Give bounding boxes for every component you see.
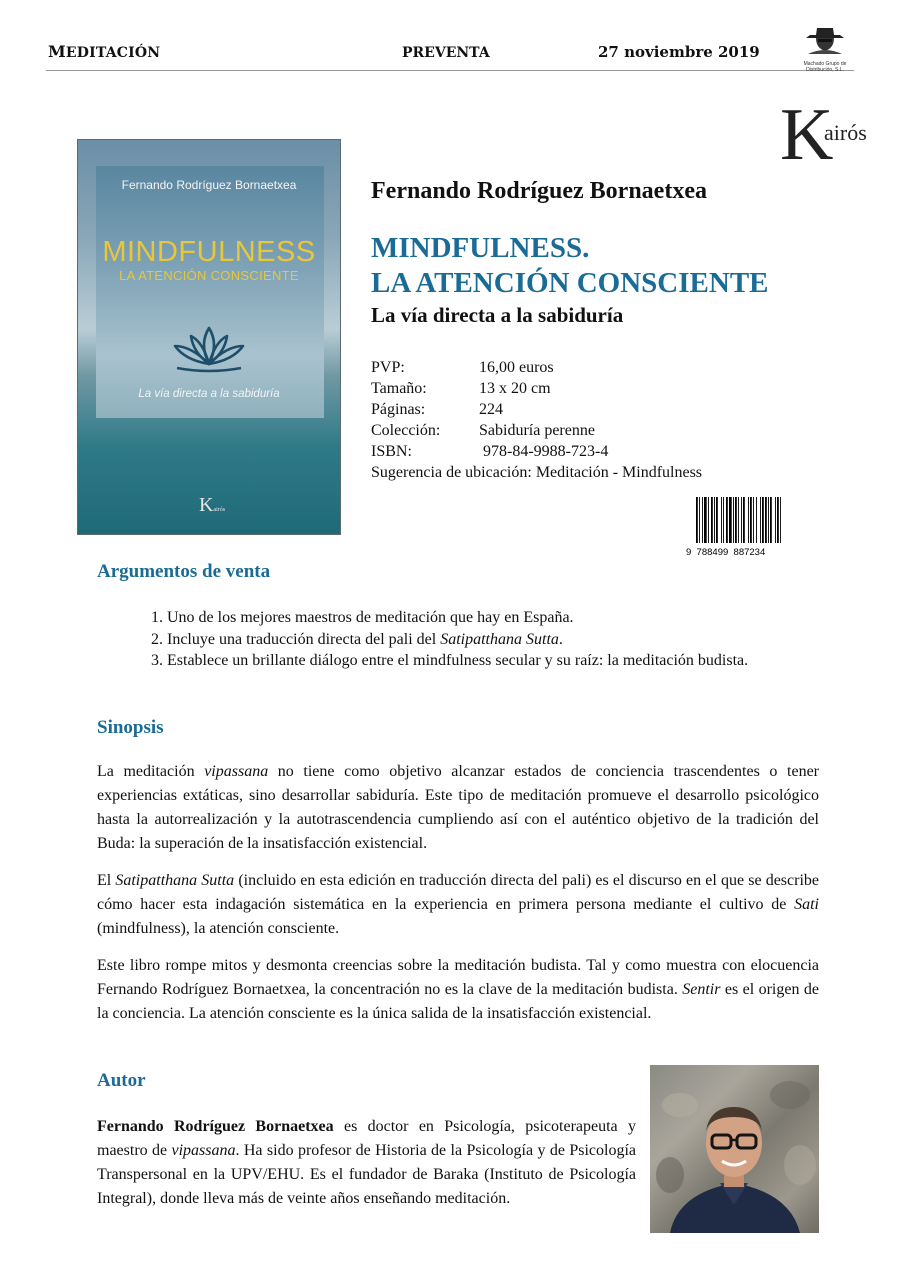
barcode-bar bbox=[714, 497, 715, 543]
barcode-bar bbox=[741, 497, 742, 543]
header-divider bbox=[46, 70, 854, 71]
barcode-bar bbox=[738, 497, 739, 543]
barcode-bar bbox=[775, 497, 776, 543]
section-label: MEDITACIÓN bbox=[48, 42, 161, 61]
book-subtitle: La vía directa a la sabiduría bbox=[371, 303, 624, 327]
barcode-bar bbox=[765, 497, 767, 543]
cover-subtitle: La vía directa a la sabiduría bbox=[138, 388, 280, 400]
isbn-barcode bbox=[686, 497, 812, 559]
barcode-bar bbox=[704, 497, 707, 543]
barcode-bar bbox=[696, 497, 698, 543]
barcode-bar bbox=[780, 497, 781, 543]
book-specs bbox=[371, 357, 702, 483]
barcode-bar bbox=[708, 497, 709, 543]
presale-label: PREVENTA bbox=[402, 45, 490, 61]
cover-publisher-logo: Kairós bbox=[199, 494, 226, 516]
barcode-bar bbox=[721, 497, 722, 543]
author-heading: Autor bbox=[97, 1070, 146, 1091]
hat-man-icon bbox=[800, 26, 850, 56]
spec-row: ISBN: 978-84-9988-723-4 bbox=[371, 443, 609, 460]
barcode-bar bbox=[711, 497, 713, 543]
barcode-bar bbox=[699, 497, 700, 543]
barcode-bar bbox=[753, 497, 754, 543]
barcode-bar bbox=[762, 497, 764, 543]
barcode-bar bbox=[756, 497, 757, 543]
distributor-caption: Machado Grupo de Distribución, S.L. bbox=[803, 61, 847, 73]
cover-title-line2: LA ATENCIÓN CONSCIENTE bbox=[119, 268, 299, 283]
spec-row: Páginas: 224 bbox=[371, 401, 503, 418]
list-item: 1. Uno de los mejores maestros de meditación que hay en España. bbox=[151, 609, 574, 626]
barcode-bar bbox=[702, 497, 703, 543]
barcode-bar bbox=[735, 497, 737, 543]
barcode-bar bbox=[777, 497, 779, 543]
cover-panel bbox=[96, 166, 324, 418]
sales-arguments-list bbox=[151, 607, 804, 672]
list-item: 2. Incluye una traducción directa del pali del Satipatthana Sutta. bbox=[151, 630, 563, 648]
barcode-bar bbox=[716, 497, 718, 543]
distributor-logo bbox=[792, 26, 858, 73]
synopsis-paragraph: El Satipatthana Sutta (incluido en esta edición en traducción directa del pali) es el discurso en el que se describe cómo hacer esta indagación sistemática en la experiencia en primera persona mediante el cultivo de Sati (mindfulness), la atención consciente. bbox=[97, 872, 819, 937]
lotus-icon bbox=[169, 324, 249, 376]
author-bio: Fernando Rodríguez Bornaetxea es doctor en Psicología, psicoterapeuta y maestro de vipassana. Ha sido profesor de Historia de la Psicología y de Psicología Transpersonal en la UPV/EHU. Es el fundador de Baraka (Instituto de Psicología Integral), donde lleva más de veinte años enseñando meditación. bbox=[97, 1118, 636, 1207]
shelf-suggestion: Sugerencia de ubicación: Meditación - Mindfulness bbox=[371, 464, 703, 481]
cover-title: MINDFULNESS bbox=[102, 236, 316, 268]
cover-author: Fernando Rodríguez Bornaetxea bbox=[121, 178, 297, 192]
barcode-bar bbox=[770, 497, 772, 543]
spec-row: Tamaño: 13 x 20 cm bbox=[371, 380, 551, 397]
list-item: 3. Establece un brillante diálogo entre el mindfulness secular y su raíz: la meditación budista. bbox=[151, 652, 749, 669]
author-photo bbox=[650, 1065, 819, 1233]
sales-arguments-heading: Argumentos de venta bbox=[97, 561, 271, 582]
barcode-bar bbox=[750, 497, 752, 543]
barcode-bar bbox=[723, 497, 724, 543]
spec-row: PVP: 16,00 euros bbox=[371, 359, 554, 376]
release-date: 27 noviembre 2019 bbox=[598, 43, 760, 61]
barcode-bar bbox=[726, 497, 728, 543]
book-author: Fernando Rodríguez Bornaetxea bbox=[371, 178, 707, 204]
barcode-bar bbox=[733, 497, 734, 543]
barcode-bar bbox=[729, 497, 732, 543]
barcode-bar bbox=[743, 497, 745, 543]
barcode-digits: 9 788499 887234 bbox=[686, 547, 766, 558]
barcode-bar bbox=[760, 497, 761, 543]
synopsis-heading: Sinopsis bbox=[97, 717, 164, 738]
book-cover bbox=[77, 139, 341, 535]
barcode-bar bbox=[748, 497, 749, 543]
publisher-logo: K airós bbox=[780, 94, 867, 176]
synopsis-paragraph: La meditación vipassana no tiene como objetivo alcanzar estados de conciencia trascendentes o tener experiencias extáticas, sino desarrollar sabiduría. Este tipo de meditación promueve el desarrollo psicológico hasta la autorrealización y la autotrascendencia cumpliendo así con el auténtico objetivo de la tradición del Buda: la superación de la insatisfacción existencial. bbox=[97, 763, 819, 852]
synopsis-paragraph: Este libro rompe mitos y desmonta creencias sobre la meditación budista. Tal y como muestra con elocuencia Fernando Rodríguez Bornaetxea, la concentración no es la clave de la meditación budista. Sentir es el origen de la conciencia. La atención consciente es la única salida de la insatisfacción existencial. bbox=[97, 957, 820, 1022]
book-title-line2: LA ATENCIÓN CONSCIENTE bbox=[371, 267, 769, 299]
author-portrait bbox=[650, 1065, 819, 1233]
book-title-line1: MINDFULNESS. bbox=[371, 232, 590, 264]
spec-row: Colección: Sabiduría perenne bbox=[371, 422, 595, 439]
barcode-bar bbox=[768, 497, 769, 543]
